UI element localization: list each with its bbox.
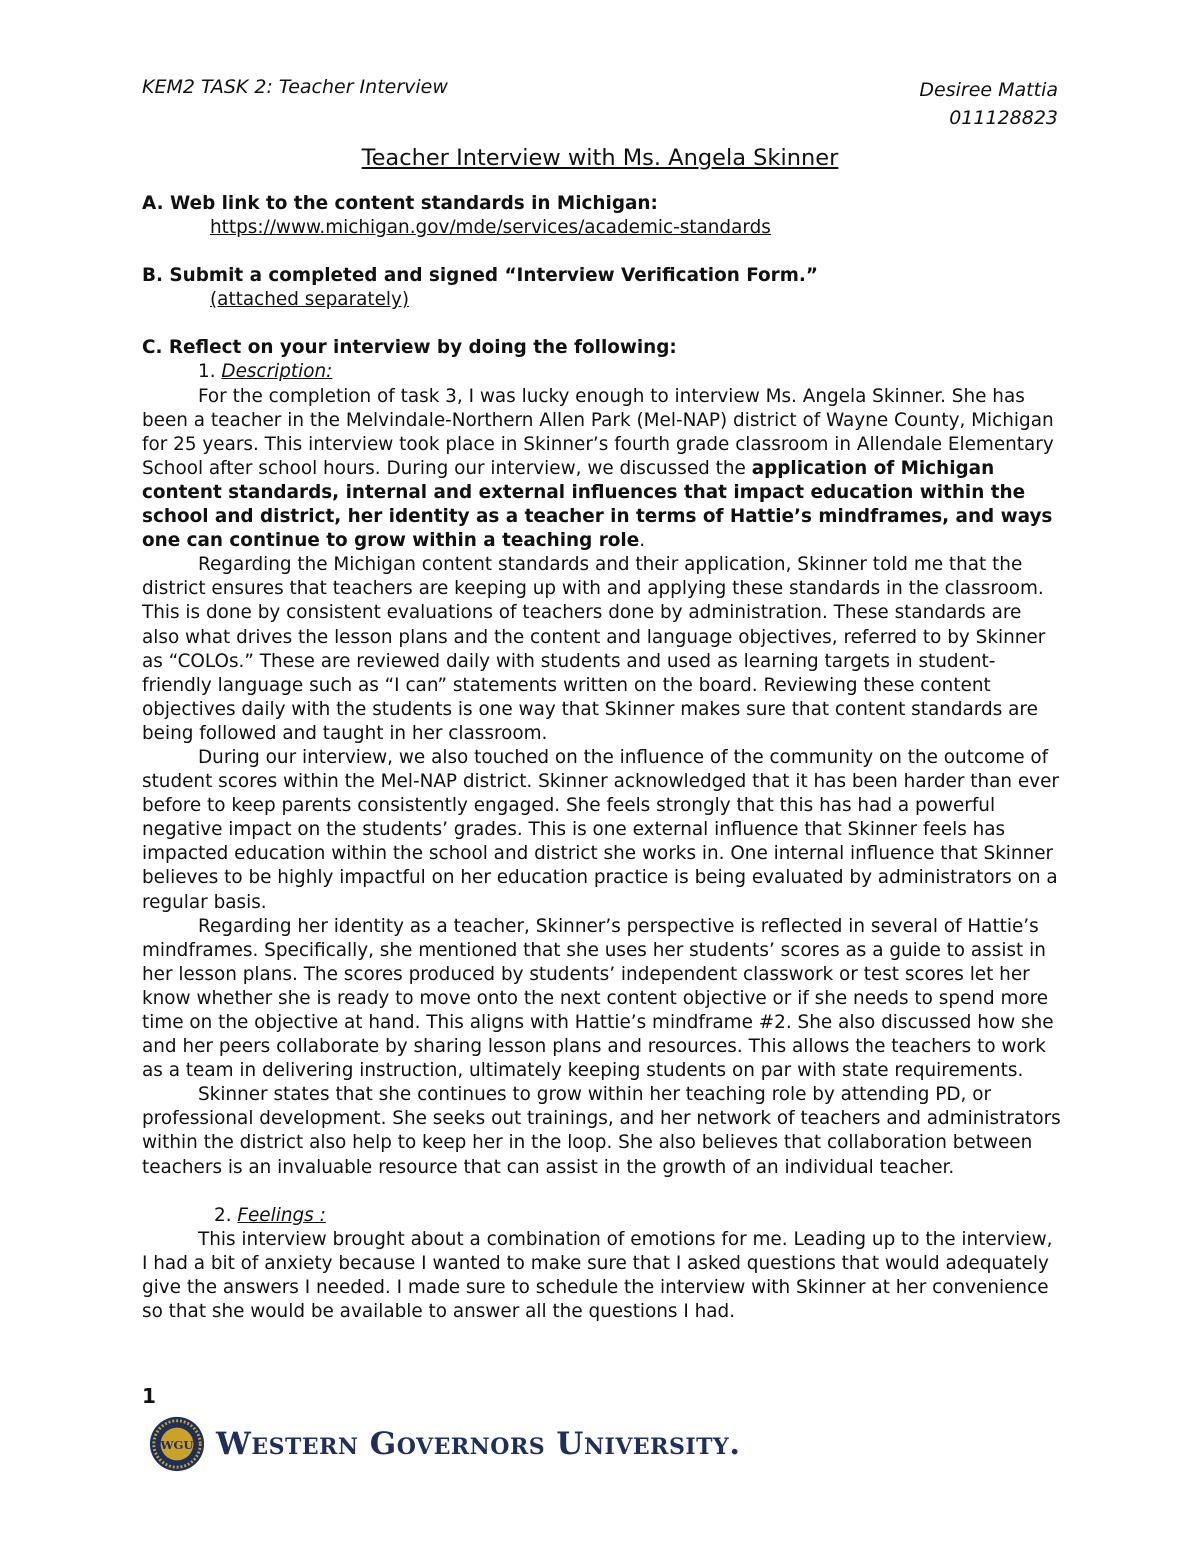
header-author-block [919,76,1058,132]
item-2-number: 2. [214,1204,238,1226]
paragraph-influences: During our interview, we also touched on the influence of the community on the outcome of student scores within the Mel-NAP district. Skinner acknowledged that it has been harder than ever before to keep parents consistently engaged. She feels strongly that this has had a powerful negative impact on the students’ grades. This is one external influence that Skinner feels has impacted education within the school and district she works in. One internal influence that Skinner believes to be highly impactful on her education practice is being evaluated by administrators on a regular basis. [142,746,1059,913]
paragraph-standards: Regarding the Michigan content standards and their application, Skinner told me that the district ensures that teachers are keeping up with and applying these standards in the classroom. This is done by consistent evaluations of teachers done by administration. These standards are also what drives the lesson plans and the content and language objectives, referred to by Skinner as “COLOs.” These are reviewed daily with students and used as learning targets in student-friendly language such as “I can” statements written on the board. Reviewing these content objectives daily with the students is one way that Skinner makes sure that content standards are being followed and taught in her classroom. [142,554,1046,744]
item-1-label [142,360,1062,384]
wgu-wordmark: Western Governors University. [216,1426,741,1462]
document-title: Teacher Interview with Ms. Angela Skinner [361,145,839,171]
paragraph-feelings: This interview brought about a combination of emotions for me. Leading up to the interview, I had a bit of anxiety because I wanted to make sure that I asked questions that would adequately give the answers I needed. I made sure to schedule the interview with Skinner at her convenience so that she would be available to answer all the questions I had. [142,1228,1053,1323]
paragraph-intro-start: For the completion of task 3, I was lucky enough to interview Ms. Angela Skinner. She has been a teacher in the Melvindale-Northern Allen Park (Mel-NAP) district of Wayne County, Michigan for 25 years. This interview took place in Skinner’s fourth grade classroom in Allendale Elementary School after school hours. During our interview, we discussed the [142,385,1054,479]
seal-lettering: WGU [160,1437,194,1452]
section-a-link-line [142,216,1062,240]
section-a-heading: A. Web link to the content standards in Michigan: [142,193,658,214]
spacer [142,312,1062,336]
item-2-label [142,1204,1062,1228]
section-b-heading: B. Submit a completed and signed “Interview Verification Form.” [142,265,818,287]
section-b-note-line [142,288,1062,312]
paragraph-identity: Regarding her identity as a teacher, Skinner’s perspective is reflected in several of Hattie’s mindframes. Specifically, she mentioned that she uses her students’ scores as a guide to assist in her lesson plans. The scores produced by students’ independent classwork or test scores let her know whether she is ready to move onto the next content objective or if she needs to spend more time on the objective at hand. This aligns with Hattie’s mindframe #2. She also discussed how she and her peers collaborate by sharing lesson plans and resources. This allows the teachers to work as a team in delivering instruction, ultimately keeping students on par with state requirements. [142,915,1054,1082]
wgu-logo [148,1412,741,1476]
header-course-title: KEM2 TASK 2: Teacher Interview [142,76,448,98]
paragraph-growth: Skinner states that she continues to grow within her teaching role by attending PD, or professional development. She seeks out trainings, and her network of teachers and administrators within the district also help to keep her in the loop. She also believes that collaboration between teachers is an invaluable resource that can assist in the growth of an individual teacher. [142,1084,1061,1178]
header-student-id: 011128823 [949,107,1058,129]
page-number: 1 [142,1384,156,1408]
spacer [142,1180,1062,1204]
paragraph-intro-end: . [639,530,646,552]
spacer [142,240,1062,264]
item-2-title: Feelings : [237,1204,326,1226]
paragraph-intro-bold: application of Michigan content standards, internal and external influences that impact education within the school and district, her identity as a teacher in terms of Hattie’s mindframes, and ways one can continue to grow within a teaching role [142,457,1053,552]
item-1-title: Description: [221,361,333,383]
section-b-note: (attached separately) [210,289,410,311]
header-author-name: Desiree Mattia [919,79,1058,101]
section-c-heading: C. Reflect on your interview by doing the following: [142,337,677,359]
standards-link[interactable]: https://www.michigan.gov/mde/services/academic-standards [210,217,771,239]
wgu-seal-icon [148,1415,206,1473]
document-body [142,192,1062,1324]
paragraph-intro [142,385,1062,554]
item-1-number: 1. [198,361,222,383]
